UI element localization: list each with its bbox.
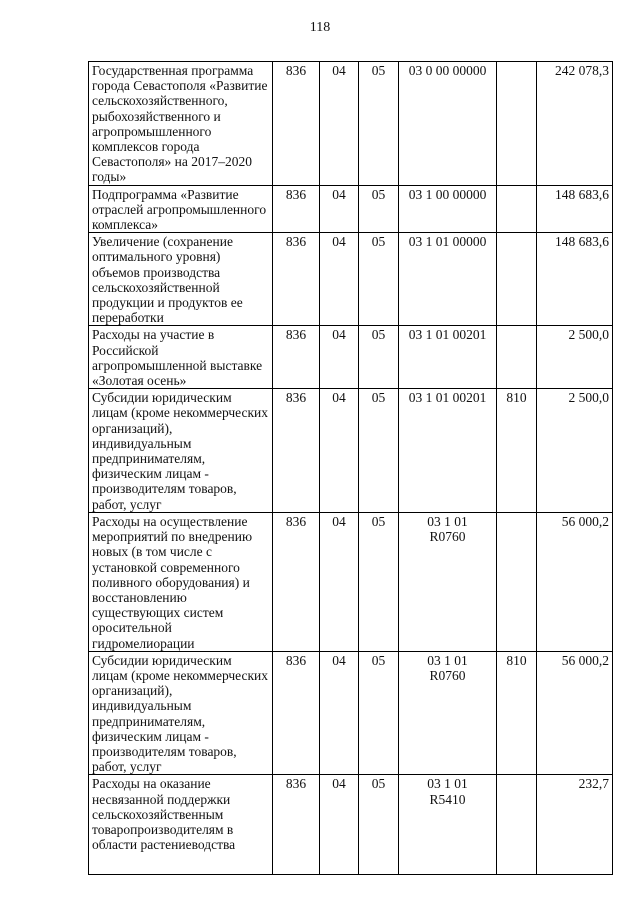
row-amount: 56 000,2 [537,512,613,651]
row-amount: 148 683,6 [537,233,613,326]
table-row [89,512,613,651]
row-csr [399,512,497,651]
row-grbs: 836 [273,233,320,326]
row-pr: 05 [359,62,399,186]
row-rz: 04 [320,512,359,651]
row-rz: 04 [320,775,359,875]
row-csr [399,62,497,186]
row-amount: 56 000,2 [537,651,613,775]
row-grbs: 836 [273,62,320,186]
row-vr [497,512,537,651]
row-csr [399,233,497,326]
row-amount: 148 683,6 [537,185,613,233]
row-grbs: 836 [273,326,320,389]
table-row [89,775,613,875]
row-grbs: 836 [273,389,320,513]
row-pr: 05 [359,512,399,651]
row-csr [399,651,497,775]
row-pr: 05 [359,233,399,326]
row-grbs: 836 [273,775,320,875]
row-csr-line: 03 1 01 00000 [408,234,487,250]
row-name: Расходы на участие в Российской агропромышленной выставке «Золотая осень» [89,326,273,389]
table-row [89,389,613,513]
row-vr [497,775,537,875]
row-rz: 04 [320,326,359,389]
row-name: Субсидии юридическим лицам (кроме некоммерческих организаций), индивидуальным предпринимателям, физическим лицам - производителям товаров, работ, услуг [89,651,273,775]
row-vr [497,62,537,186]
row-pr: 05 [359,185,399,233]
row-vr: 810 [497,651,537,775]
table-row [89,326,613,389]
row-csr-line: 03 1 01 [427,513,468,529]
row-csr [399,185,497,233]
row-pr: 05 [359,651,399,775]
row-rz: 04 [320,62,359,186]
row-grbs: 836 [273,651,320,775]
row-csr-line: R0760 [429,529,466,545]
row-name: Субсидии юридическим лицам (кроме некоммерческих организаций), индивидуальным предпринимателям, физическим лицам - производителям товаров, работ, услуг [89,389,273,513]
row-csr-line: 03 1 01 00201 [408,327,487,343]
row-vr [497,185,537,233]
row-name: Расходы на осуществление мероприятий по внедрению новых (в том числе с установкой современного поливного оборудования) и восстановлению существующих систем оросительной гидромелиорации [89,512,273,651]
row-csr-line: 03 1 01 [427,652,468,668]
row-amount: 2 500,0 [537,326,613,389]
row-name: Расходы на оказание несвязанной поддержки сельскохозяйственным товаропроизводителям в области растениеводства [89,775,273,875]
row-pr: 05 [359,775,399,875]
row-rz: 04 [320,233,359,326]
row-csr [399,775,497,875]
row-csr-line: R0760 [429,667,466,683]
row-csr-line: 03 0 00 00000 [408,63,487,78]
row-grbs: 836 [273,185,320,233]
table-row [89,62,613,186]
row-rz: 04 [320,185,359,233]
row-name: Увеличение (сохранение оптимального уровня) объемов производства сельскохозяйственной продукции и продуктов ее переработки [89,233,273,326]
row-amount: 2 500,0 [537,389,613,513]
budget-table-body [89,62,613,875]
row-amount: 242 078,3 [537,62,613,186]
row-csr-line: 03 1 01 [427,776,468,792]
row-csr [399,326,497,389]
row-name: Подпрограмма «Развитие отраслей агропромышленного комплекса» [89,185,273,233]
row-vr: 810 [497,389,537,513]
row-rz: 04 [320,389,359,513]
row-vr [497,233,537,326]
table-row [89,651,613,775]
row-pr: 05 [359,389,399,513]
row-rz: 04 [320,651,359,775]
row-name: Государственная программа города Севастополя «Развитие сельскохозяйственного, рыбохозяйственного и агропромышленного комплексов города Севастополя» на 2017–2020 годы» [89,62,273,186]
row-csr [399,389,497,513]
row-csr-line: 03 1 00 00000 [408,186,487,202]
row-csr-line: 03 1 01 00201 [408,390,487,406]
row-csr-line: R5410 [429,791,466,807]
table-row [89,185,613,233]
row-amount: 232,7 [537,775,613,875]
budget-table [88,61,613,875]
row-vr [497,326,537,389]
row-grbs: 836 [273,512,320,651]
table-row [89,233,613,326]
row-pr: 05 [359,326,399,389]
page-number: 118 [309,20,331,35]
